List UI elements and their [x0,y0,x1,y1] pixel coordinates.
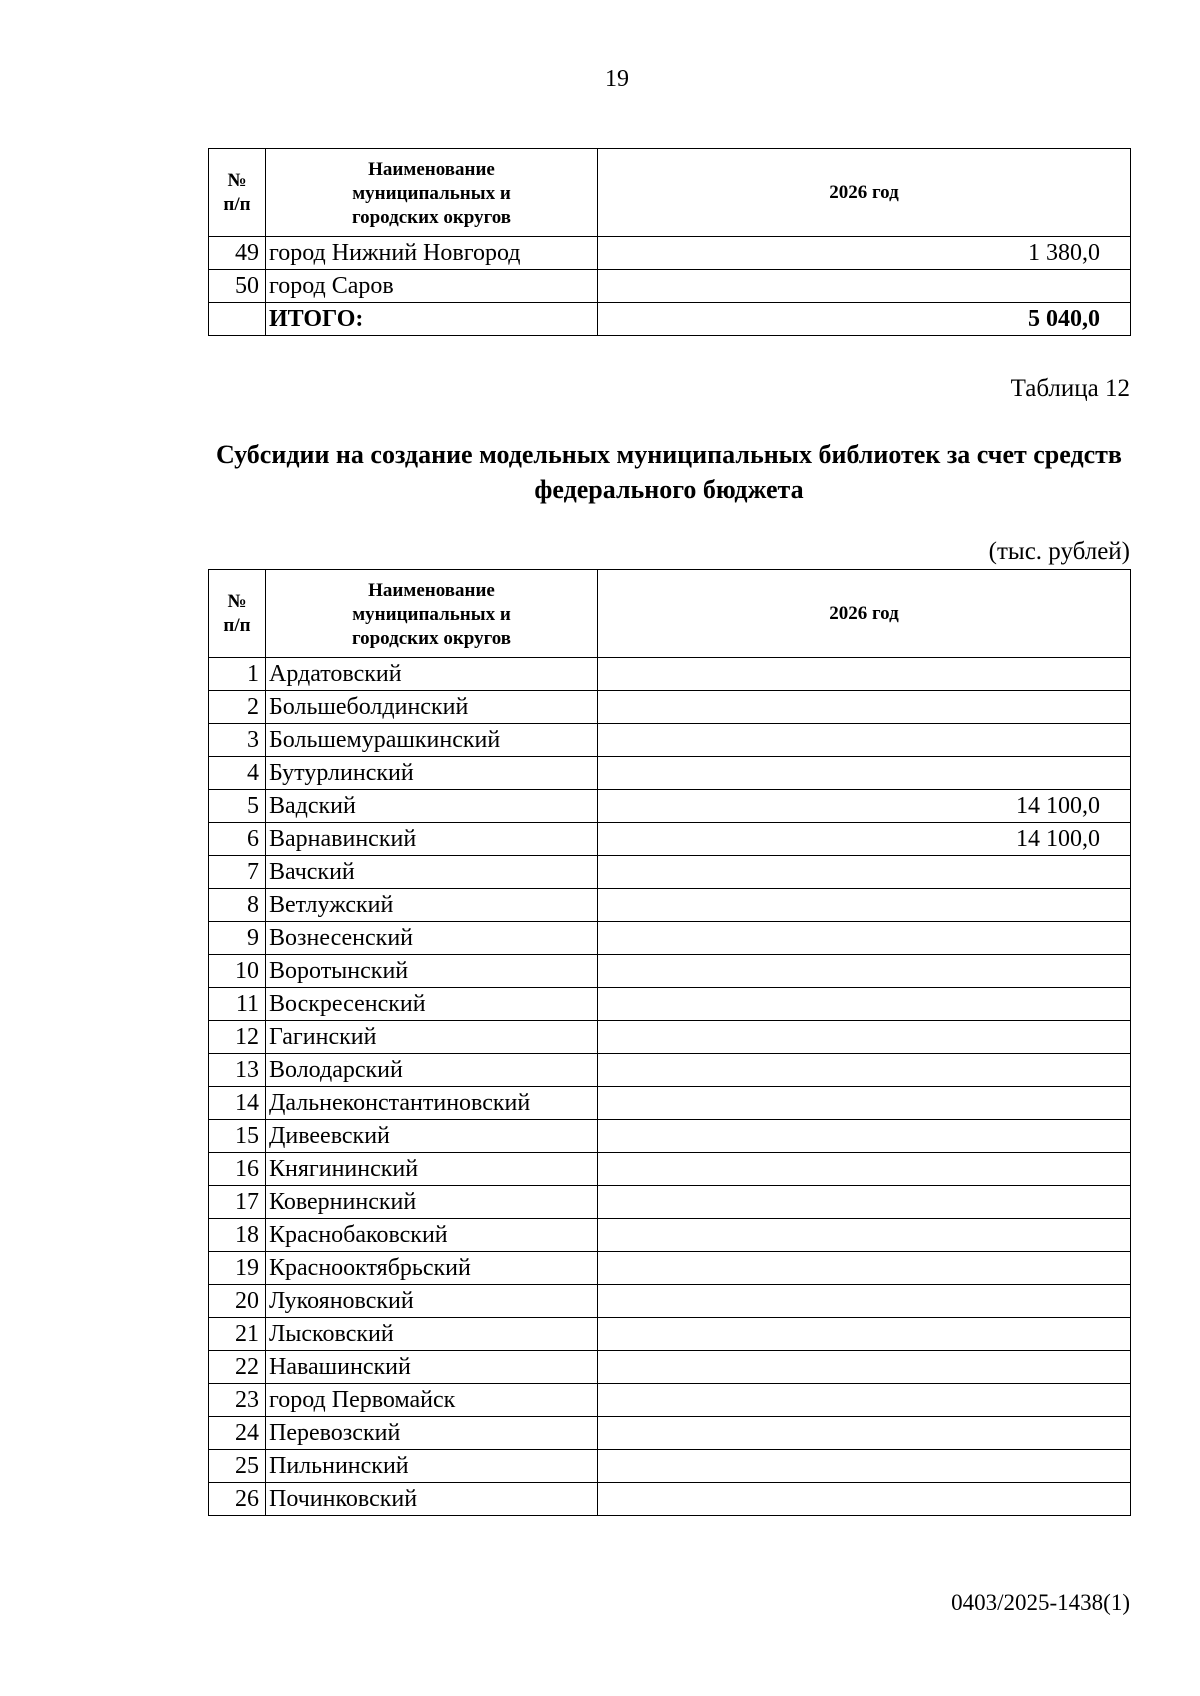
row-municipality: Вознесенский [266,922,598,955]
row-number: 25 [209,1450,266,1483]
row-number: 5 [209,790,266,823]
row-number: 6 [209,823,266,856]
table-row [209,270,1131,303]
row-number: 13 [209,1054,266,1087]
row-value [598,922,1131,955]
row-municipality: Большемурашкинский [266,724,598,757]
row-number: 22 [209,1351,266,1384]
row-value [598,724,1131,757]
document-code: 0403/2025-1438(1) [951,1590,1130,1615]
header-number: № п/п [209,570,266,658]
table-row [209,1186,1131,1219]
table-row [209,724,1131,757]
row-value [598,1153,1131,1186]
row-value [598,658,1131,691]
row-value: 14 100,0 [598,790,1131,823]
table-row [209,237,1131,270]
row-number: 19 [209,1252,266,1285]
row-municipality: Дальнеконстантиновский [266,1087,598,1120]
row-municipality: Дивеевский [266,1120,598,1153]
row-number: 16 [209,1153,266,1186]
row-number: 15 [209,1120,266,1153]
header-number: № п/п [209,149,266,237]
row-value [598,1384,1131,1417]
row-value [598,889,1131,922]
table-row [209,1318,1131,1351]
row-number: 1 [209,658,266,691]
table-header-row [209,570,1131,658]
table-row [209,1219,1131,1252]
row-municipality: Большеболдинский [266,691,598,724]
row-number: 20 [209,1285,266,1318]
table-row [209,1483,1131,1516]
total-label: ИТОГО: [266,303,598,336]
row-value: 1 380,0 [598,237,1131,270]
row-value [598,955,1131,988]
header-year: 2026 год [598,570,1131,658]
total-value: 5 040,0 [598,303,1131,336]
row-number: 3 [209,724,266,757]
row-value [598,270,1131,303]
table-caption: Таблица 12 [1010,375,1130,402]
row-number: 7 [209,856,266,889]
row-value [598,1351,1131,1384]
row-municipality: Бутурлинский [266,757,598,790]
row-municipality: Краснобаковский [266,1219,598,1252]
table-row [209,889,1131,922]
row-value: 14 100,0 [598,823,1131,856]
row-value [598,1252,1131,1285]
table-row [209,790,1131,823]
row-municipality: Лукояновский [266,1285,598,1318]
row-municipality: Ковернинский [266,1186,598,1219]
row-value [598,988,1131,1021]
table-row [209,955,1131,988]
section-title: Субсидии на создание модельных муниципальных библиотек за счет средств федерального бюджета [216,440,1122,504]
row-value [598,1417,1131,1450]
row-municipality: Володарский [266,1054,598,1087]
table-row [209,1450,1131,1483]
row-number: 9 [209,922,266,955]
row-municipality: город Саров [266,270,598,303]
row-number: 8 [209,889,266,922]
header-year: 2026 год [598,149,1131,237]
row-municipality: Пильнинский [266,1450,598,1483]
table-row [209,1252,1131,1285]
row-value [598,1120,1131,1153]
row-value [598,1087,1131,1120]
page-number: 19 [605,66,629,92]
row-municipality: Варнавинский [266,823,598,856]
header-municipality-name: Наименование муниципальных и городских округов [266,570,598,658]
row-number: 17 [209,1186,266,1219]
table-row [209,1351,1131,1384]
row-number: 21 [209,1318,266,1351]
row-value [598,856,1131,889]
units-label: (тыс. рублей) [988,538,1130,565]
total-number-cell [209,303,266,336]
row-municipality: Воротынский [266,955,598,988]
table-row [209,1054,1131,1087]
row-value [598,1186,1131,1219]
row-municipality: город Первомайск [266,1384,598,1417]
row-municipality: Ветлужский [266,889,598,922]
row-municipality: город Нижний Новгород [266,237,598,270]
row-value [598,1483,1131,1516]
table-row [209,757,1131,790]
total-row [209,303,1131,336]
row-municipality: Краснооктябрьский [266,1252,598,1285]
table-row [209,691,1131,724]
row-number: 18 [209,1219,266,1252]
table-row [209,988,1131,1021]
row-value [598,1450,1131,1483]
row-number: 11 [209,988,266,1021]
table-row [209,1417,1131,1450]
row-municipality: Вачский [266,856,598,889]
continuation-table [208,148,1131,336]
table-header-row [209,149,1131,237]
table-row [209,1384,1131,1417]
header-municipality-name: Наименование муниципальных и городских округов [266,149,598,237]
row-number: 14 [209,1087,266,1120]
row-number: 23 [209,1384,266,1417]
row-municipality: Починковский [266,1483,598,1516]
row-value [598,691,1131,724]
table-row [209,823,1131,856]
table-row [209,1021,1131,1054]
table-row [209,1087,1131,1120]
subsidy-table [208,569,1131,1516]
table-row [209,658,1131,691]
row-municipality: Перевозский [266,1417,598,1450]
row-number: 24 [209,1417,266,1450]
row-number: 4 [209,757,266,790]
row-number: 49 [209,237,266,270]
table-row [209,922,1131,955]
row-number: 10 [209,955,266,988]
row-number: 12 [209,1021,266,1054]
table-row [209,1153,1131,1186]
table-row [209,856,1131,889]
row-municipality: Лысковский [266,1318,598,1351]
row-value [598,1021,1131,1054]
row-number: 26 [209,1483,266,1516]
row-municipality: Воскресенский [266,988,598,1021]
row-value [598,1054,1131,1087]
table-row [209,1285,1131,1318]
row-value [598,1318,1131,1351]
row-municipality: Навашинский [266,1351,598,1384]
row-value [598,1285,1131,1318]
row-municipality: Княгининский [266,1153,598,1186]
row-municipality: Гагинский [266,1021,598,1054]
row-number: 50 [209,270,266,303]
row-value [598,757,1131,790]
row-value [598,1219,1131,1252]
table-row [209,1120,1131,1153]
row-municipality: Вадский [266,790,598,823]
row-municipality: Ардатовский [266,658,598,691]
row-number: 2 [209,691,266,724]
